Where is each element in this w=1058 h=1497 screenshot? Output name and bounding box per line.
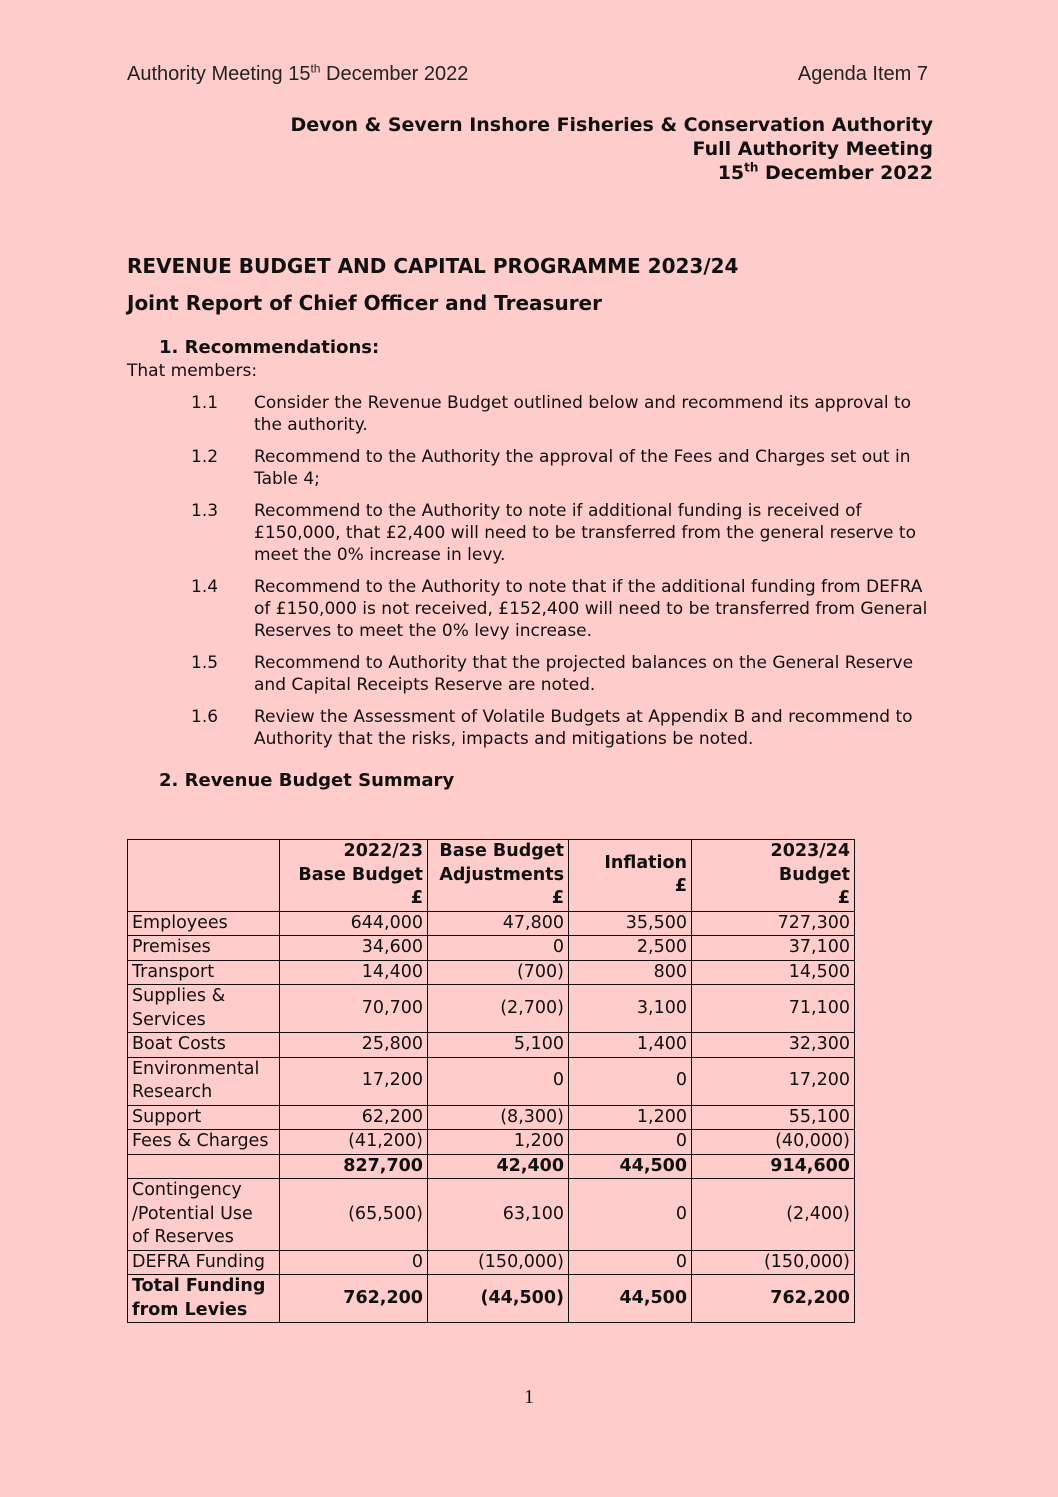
cell: 44,500 (569, 1154, 692, 1179)
report-subtitle: Joint Report of Chief Officer and Treasurer (127, 291, 602, 315)
cell: 727,300 (692, 911, 855, 936)
cell: 0 (569, 1130, 692, 1155)
meeting-date: 15th December 2022 (717, 160, 933, 184)
table-row (128, 1057, 855, 1105)
table-header-row (128, 840, 855, 912)
cell: 63,100 (428, 1179, 569, 1251)
row-label: Total Funding from Levies (128, 1275, 280, 1323)
cell: (700) (428, 960, 569, 985)
cell: 71,100 (692, 985, 855, 1033)
table-row (128, 985, 855, 1033)
cell: 32,300 (692, 1033, 855, 1058)
recommendation-number: 1.4 (191, 577, 219, 597)
cell: 70,700 (280, 985, 428, 1033)
cell: 37,100 (692, 936, 855, 961)
table-row (128, 1105, 855, 1130)
cell: 762,200 (280, 1275, 428, 1323)
recommendation-number: 1.1 (191, 393, 219, 413)
recommendation-text: Recommend to the Authority the approval of the Fees and Charges set out in Table 4; (254, 447, 911, 489)
recommendation-item (191, 446, 936, 490)
cell: (41,200) (280, 1130, 428, 1155)
row-label: Environmental Research (128, 1057, 280, 1105)
cell: 62,200 (280, 1105, 428, 1130)
row-label: Boat Costs (128, 1033, 280, 1058)
meeting-name: Full Authority Meeting (692, 138, 933, 160)
table-row (128, 1130, 855, 1155)
recommendations-intro: That members: (127, 361, 258, 381)
cell: 0 (569, 1057, 692, 1105)
cell: 17,200 (692, 1057, 855, 1105)
page-number: 1 (524, 1386, 534, 1408)
table-row (128, 1250, 855, 1275)
cell: 25,800 (280, 1033, 428, 1058)
row-label: Support (128, 1105, 280, 1130)
cell: 14,400 (280, 960, 428, 985)
recommendation-item (191, 706, 936, 750)
cell: (150,000) (428, 1250, 569, 1275)
subtotal-row (128, 1154, 855, 1179)
cell: (2,400) (692, 1179, 855, 1251)
cell: 0 (569, 1250, 692, 1275)
recommendation-number: 1.5 (191, 653, 219, 673)
recommendation-item (191, 392, 936, 436)
column-header: Base Budget Adjustments £ (428, 840, 569, 912)
recommendation-item (191, 576, 936, 642)
table-row (128, 960, 855, 985)
cell: 914,600 (692, 1154, 855, 1179)
cell: 0 (428, 1057, 569, 1105)
cell: 2,500 (569, 936, 692, 961)
header-empty-cell (128, 840, 280, 912)
cell: 762,200 (692, 1275, 855, 1323)
cell: 827,700 (280, 1154, 428, 1179)
cell: 800 (569, 960, 692, 985)
cell: 55,100 (692, 1105, 855, 1130)
report-title: REVENUE BUDGET AND CAPITAL PROGRAMME 2023/24 (127, 254, 739, 278)
cell: 1,400 (569, 1033, 692, 1058)
cell: 3,100 (569, 985, 692, 1033)
cell: 47,800 (428, 911, 569, 936)
cell: 35,500 (569, 911, 692, 936)
cell: (44,500) (428, 1275, 569, 1323)
table-row (128, 1179, 855, 1251)
meeting-header: Authority Meeting 15th December 2022 (127, 61, 469, 85)
organisation-name: Devon & Severn Inshore Fisheries & Conservation Authority (290, 114, 933, 136)
recommendation-text: Recommend to the Authority to note if additional funding is received of £150,000, that £2,400 will need to be transferred from the general reserve to meet the 0% increase in levy. (254, 501, 916, 565)
recommendation-number: 1.6 (191, 707, 219, 727)
recommendation-number: 1.3 (191, 501, 219, 521)
table-row (128, 936, 855, 961)
agenda-item-label: Agenda Item 7 (797, 63, 928, 85)
recommendation-text: Recommend to Authority that the projected balances on the General Reserve and Capital Receipts Reserve are noted. (254, 653, 914, 695)
cell: (2,700) (428, 985, 569, 1033)
cell: 42,400 (428, 1154, 569, 1179)
recommendation-text: Consider the Revenue Budget outlined below and recommend its approval to the authority. (254, 393, 912, 435)
row-label: Employees (128, 911, 280, 936)
cell: 5,100 (428, 1033, 569, 1058)
organisation-block (290, 113, 933, 185)
total-row (128, 1275, 855, 1323)
row-label: DEFRA Funding (128, 1250, 280, 1275)
cell: 0 (569, 1179, 692, 1251)
cell: 17,200 (280, 1057, 428, 1105)
cell: 1,200 (428, 1130, 569, 1155)
recommendation-item (191, 652, 936, 696)
row-label (128, 1154, 280, 1179)
row-label: Transport (128, 960, 280, 985)
revenue-budget-table (127, 839, 855, 1323)
table-row (128, 911, 855, 936)
cell: (150,000) (692, 1250, 855, 1275)
column-header: 2022/23 Base Budget £ (280, 840, 428, 912)
budget-summary-heading: 2. Revenue Budget Summary (159, 770, 455, 791)
row-label: Supplies & Services (128, 985, 280, 1033)
cell: 0 (428, 936, 569, 961)
cell: 644,000 (280, 911, 428, 936)
recommendation-text: Recommend to the Authority to note that if the additional funding from DEFRA of £150,000 is not received, £152,400 will need to be transferred from General Reserves to meet the 0% levy increase. (254, 577, 928, 641)
cell: 44,500 (569, 1275, 692, 1323)
row-label: Contingency /Potential Use of Reserves (128, 1179, 280, 1251)
table-row (128, 1033, 855, 1058)
recommendation-item (191, 500, 936, 566)
recommendation-list (191, 392, 936, 760)
cell: 0 (280, 1250, 428, 1275)
recommendation-text: Review the Assessment of Volatile Budgets at Appendix B and recommend to Authority that the risks, impacts and mitigations be noted. (254, 707, 913, 749)
cell: 14,500 (692, 960, 855, 985)
recommendation-number: 1.2 (191, 447, 219, 467)
cell: (8,300) (428, 1105, 569, 1130)
cell: 1,200 (569, 1105, 692, 1130)
cell: (65,500) (280, 1179, 428, 1251)
row-label: Fees & Charges (128, 1130, 280, 1155)
column-header: Inflation £ (569, 840, 692, 912)
row-label: Premises (128, 936, 280, 961)
recommendations-heading: 1. Recommendations: (159, 337, 380, 358)
cell: 34,600 (280, 936, 428, 961)
column-header: 2023/24 Budget £ (692, 840, 855, 912)
cell: (40,000) (692, 1130, 855, 1155)
